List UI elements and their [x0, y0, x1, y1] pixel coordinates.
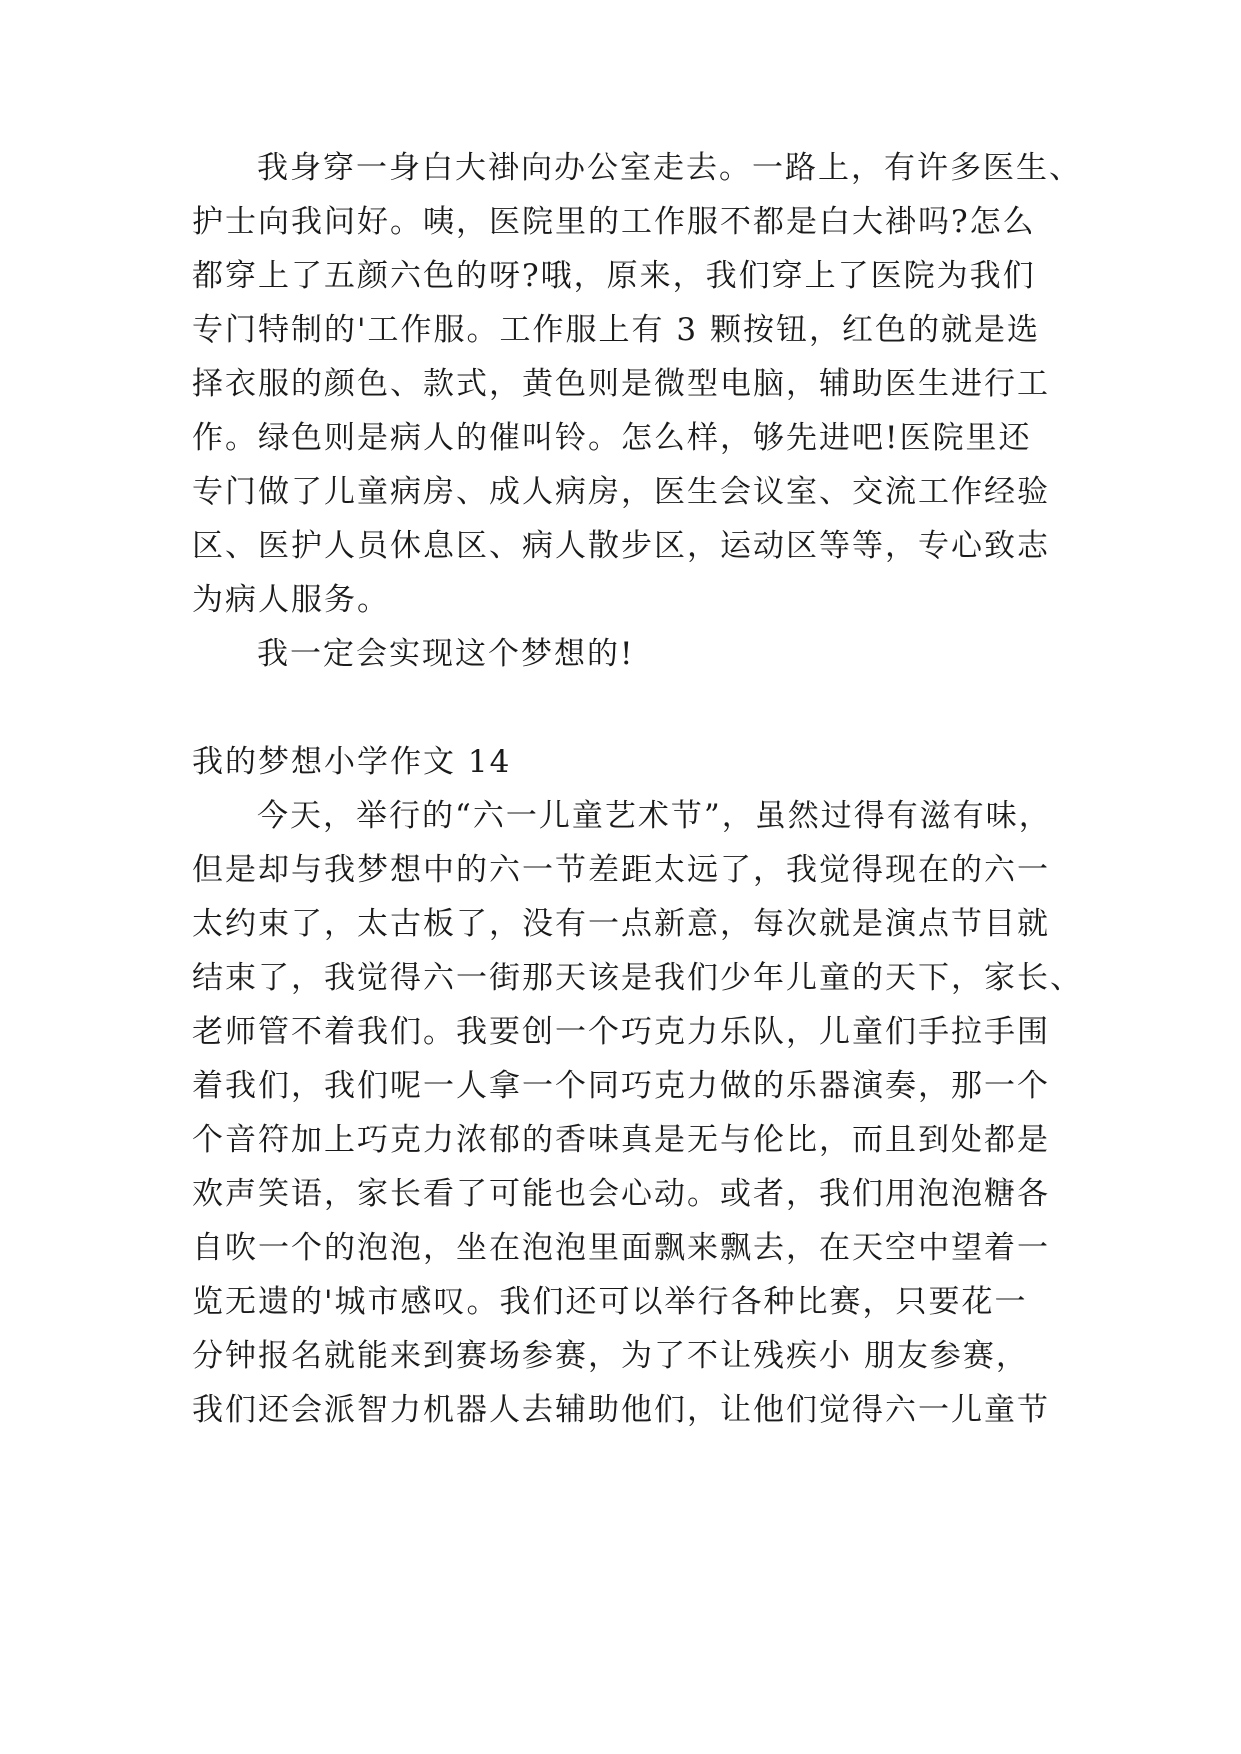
paragraph-line: 欢声笑语，家长看了可能也会心动。或者，我们用泡泡糖各: [192, 1176, 1050, 1212]
paragraph-line: 为病人服务。: [192, 582, 390, 618]
paragraph-line: 老师管不着我们。我要创一个巧克力乐队，儿童们手拉手围: [192, 1014, 1050, 1050]
paragraph-line: 但是却与我梦想中的六一节差距太远了，我觉得现在的六一: [192, 852, 1050, 888]
section-heading: 我的梦想小学作文 14: [192, 744, 512, 780]
paragraph-line: 着我们，我们呢一人拿一个同巧克力做的乐器演奏，那一个: [192, 1068, 1050, 1104]
paragraph-line: 作。绿色则是病人的催叫铃。怎么样，够先进吧!医院里还: [192, 420, 1032, 456]
paragraph-line: 我们还会派智力机器人去辅助他们，让他们觉得六一儿童节: [192, 1392, 1050, 1428]
paragraph-line: 择衣服的颜色、款式，黄色则是微型电脑，辅助医生进行工: [192, 366, 1050, 402]
paragraph-line: 我一定会实现这个梦想的!: [257, 636, 635, 672]
paragraph-line: 专门特制的'工作服。工作服上有 3 颗按钮，红色的就是选: [192, 312, 1040, 348]
paragraph-line: 我身穿一身白大褂向办公室走去。一路上，有许多医生、: [257, 150, 1082, 186]
paragraph-line: 览无遗的'城市感叹。我们还可以举行各种比赛，只要花一: [192, 1284, 1028, 1320]
paragraph-line: 自吹一个的泡泡，坐在泡泡里面飘来飘去，在天空中望着一: [192, 1230, 1050, 1266]
paragraph-line: 太约束了，太古板了，没有一点新意，每次就是演点节目就: [192, 906, 1050, 942]
paragraph-line: 都穿上了五颜六色的呀?哦，原来，我们穿上了医院为我们: [192, 258, 1036, 294]
paragraph-line: 分钟报名就能来到赛场参赛，为了不让残疾小 朋友参赛，: [192, 1338, 1029, 1374]
paragraph-line: 结束了，我觉得六一街那天该是我们少年儿童的天下，家长、: [192, 960, 1083, 996]
paragraph-line: 区、医护人员休息区、病人散步区，运动区等等，专心致志: [192, 528, 1050, 564]
paragraph-line: 个音符加上巧克力浓郁的香味真是无与伦比，而且到处都是: [192, 1122, 1050, 1158]
paragraph-line: 护士向我问好。咦，医院里的工作服不都是白大褂吗?怎么: [192, 204, 1036, 240]
paragraph-line: 专门做了儿童病房、成人病房，医生会议室、交流工作经验: [192, 474, 1050, 510]
paragraph-line: 今天，举行的“六一儿童艺术节”，虽然过得有滋有味，: [257, 798, 1052, 834]
